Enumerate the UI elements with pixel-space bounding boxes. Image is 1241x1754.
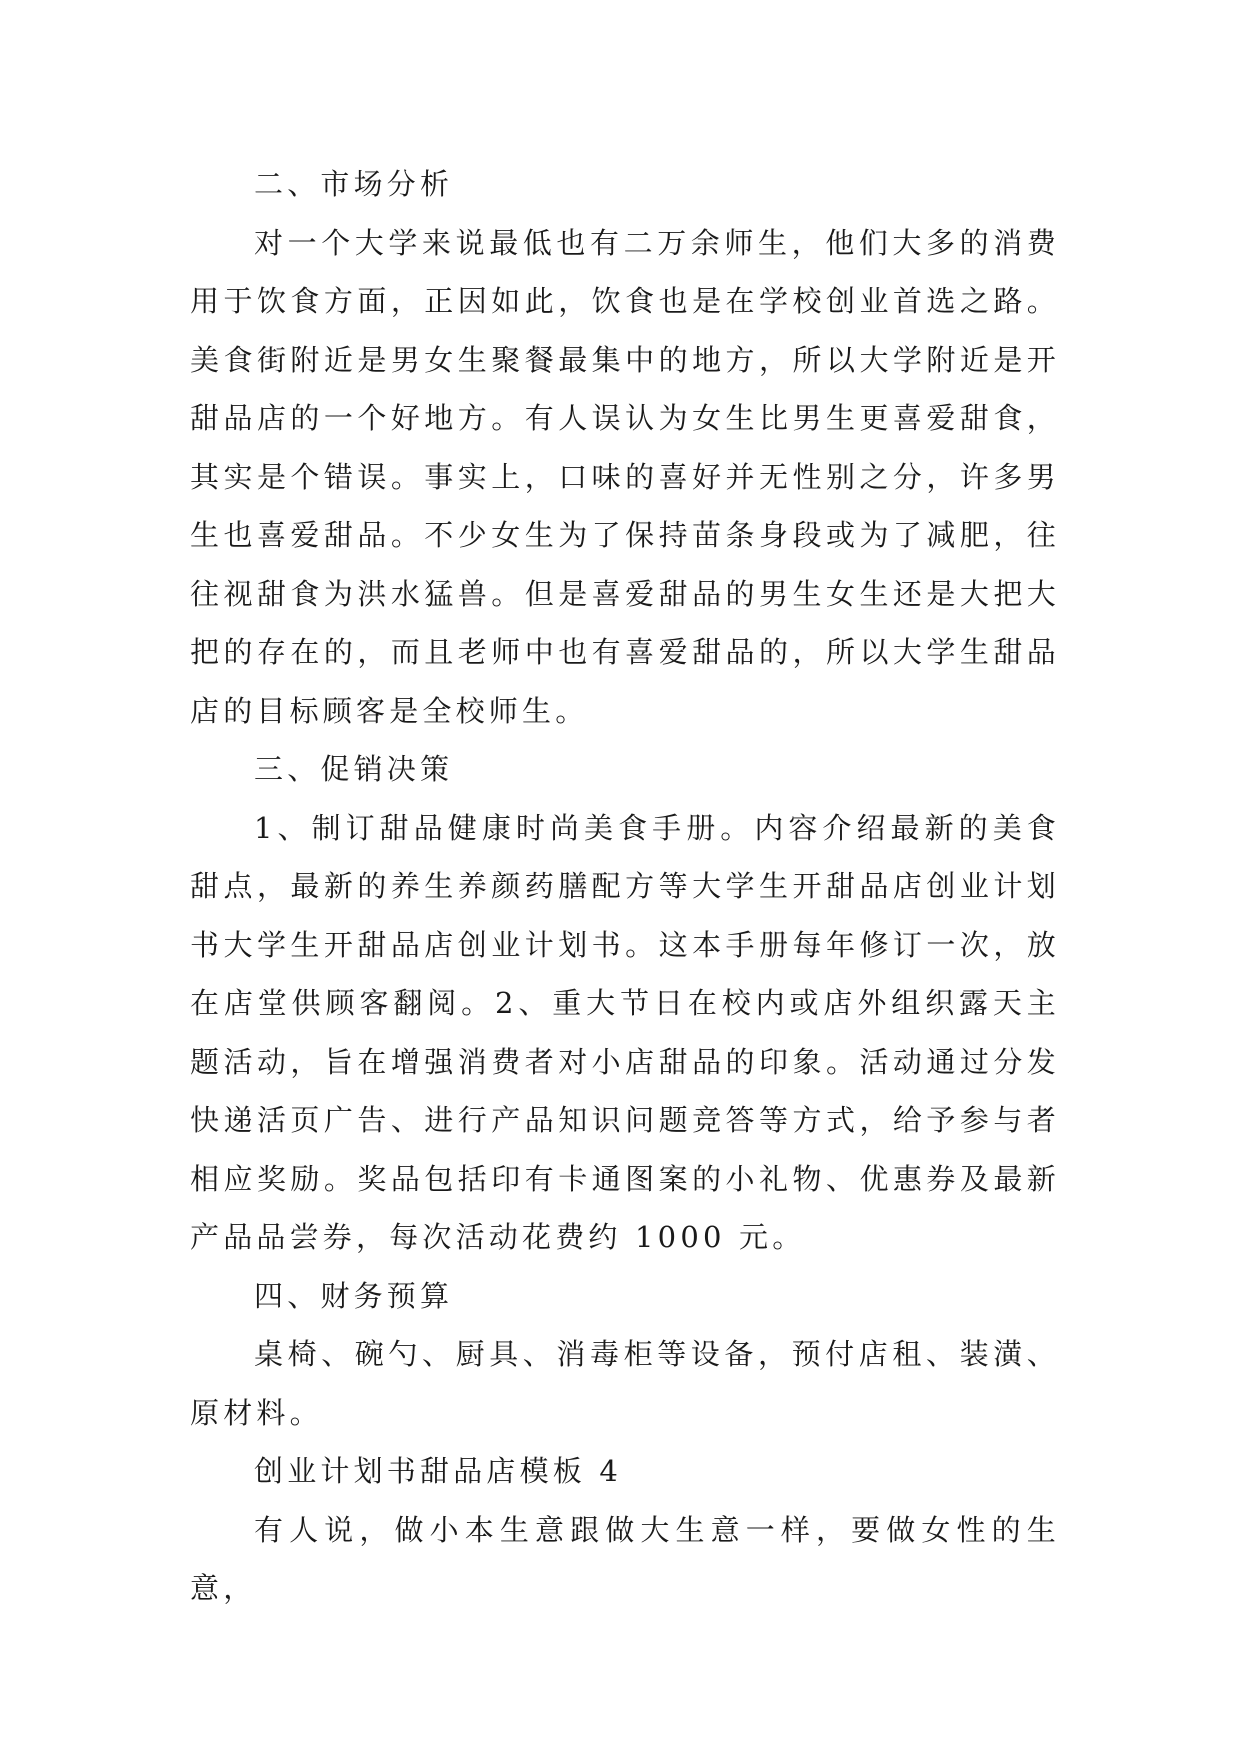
section-heading-market-analysis: 二、市场分析: [254, 167, 454, 201]
paragraph-promotion: 1、制订甜品健康时尚美食手册。内容介绍最新的美食甜点，最新的养生养颜药膳配方等大学生开甜品店创业计划书大学生开甜品店创业计划书。这本手册每年修订一次，放在店堂供顾客翻阅。2、重大节日在校内或店外组织露天主题活动，旨在增强消费者对小店甜品的印象。活动通过分发快递活页广告、进行产品知识问题竞答等方式，给予参与者相应奖励。奖品包括印有卡通图案的小礼物、优惠券及最新产品品尝券，每次活动花费约 1000 元。: [190, 810, 1060, 1254]
paragraph-intro: 有人说，做小本生意跟做大生意一样，要做女性的生意，: [190, 1512, 1060, 1605]
template-title: 创业计划书甜品店模板 4: [254, 1454, 623, 1488]
section-heading-budget: 四、财务预算: [254, 1278, 454, 1313]
document-body: [190, 155, 1060, 1618]
paragraph-budget: 桌椅、碗勺、厨具、消毒柜等设备，预付店租、装潢、原材料。: [190, 1337, 1060, 1430]
paragraph-market-analysis: 对一个大学来说最低也有二万余师生，他们大多的消费用于饮食方面，正因如此，饮食也是在学校创业首选之路。美食街附近是男女生聚餐最集中的地方，所以大学附近是开甜品店的一个好地方。有人误认为女生比男生更喜爱甜食，其实是个错误。事实上，口味的喜好并无性别之分，许多男生也喜爱甜品。不少女生为了保持苗条身段或为了减肥，往往视甜食为洪水猛兽。但是喜爱甜品的男生女生还是大把大把的存在的，而且老师中也有喜爱甜品的，所以大学生甜品店的目标顾客是全校师生。: [190, 225, 1060, 728]
section-heading-promotion: 三、促销决策: [254, 752, 454, 786]
